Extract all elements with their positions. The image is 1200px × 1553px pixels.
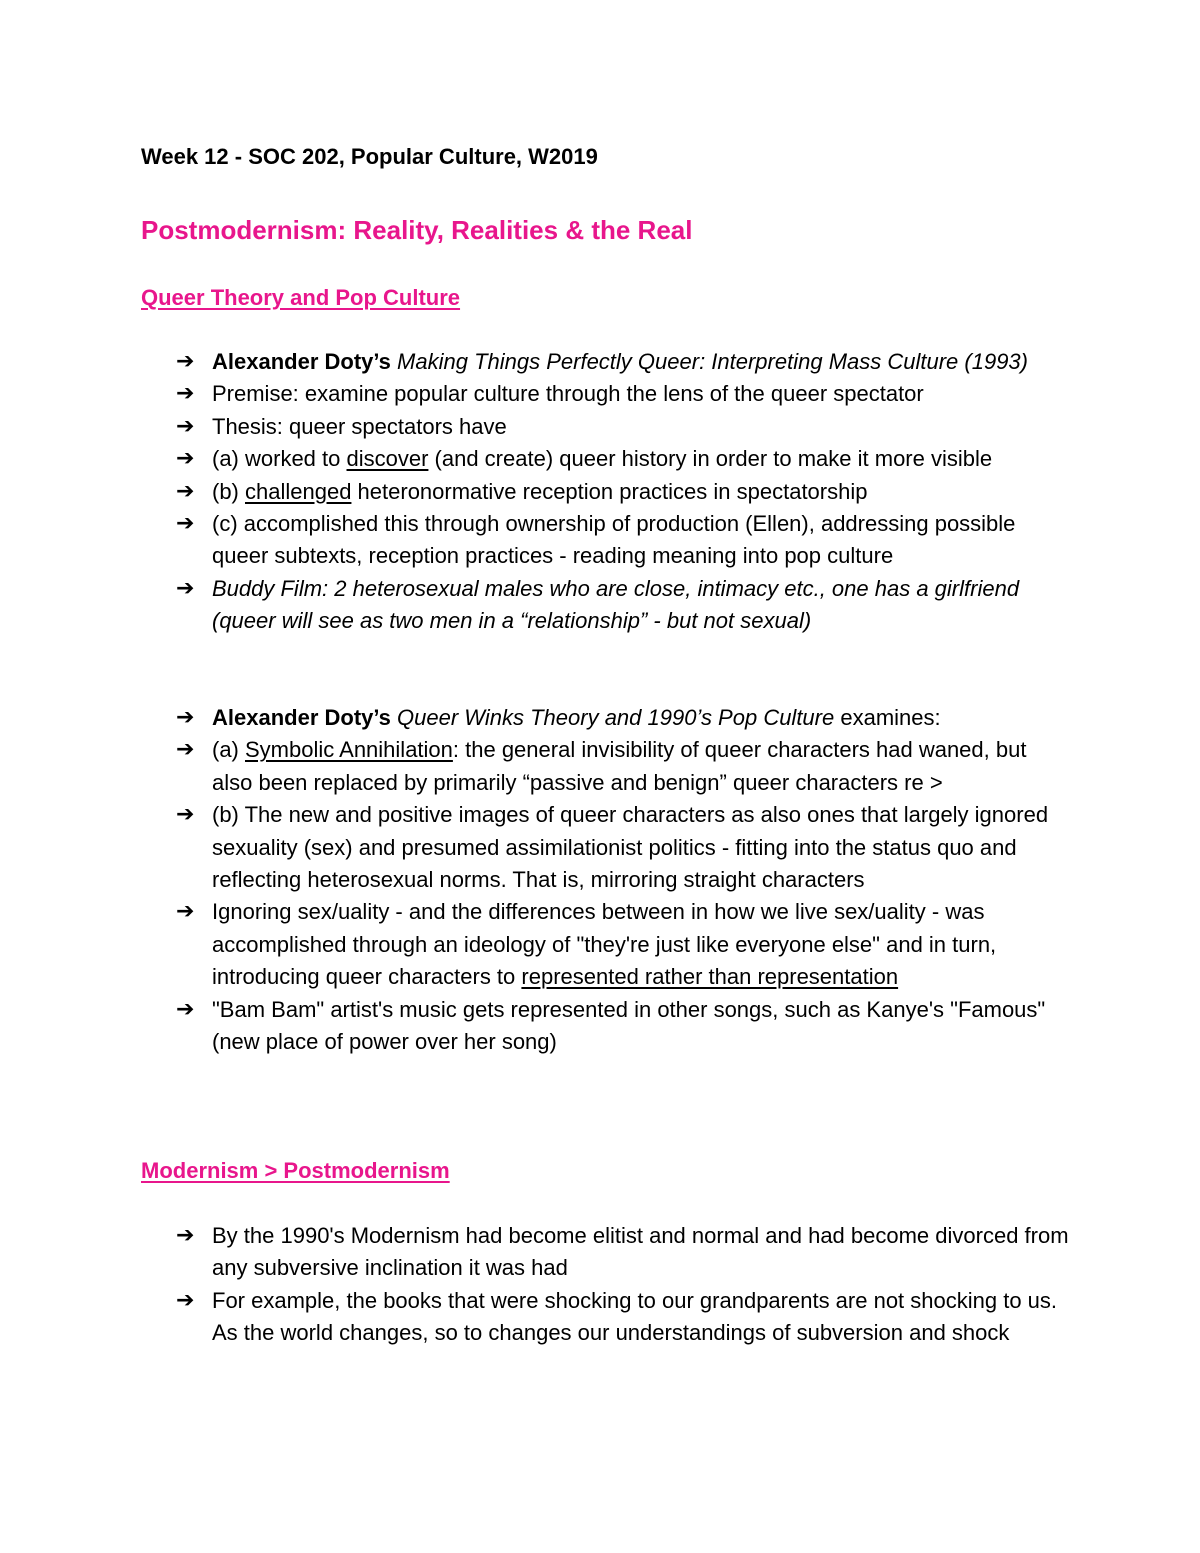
list-item-text: (c) accomplished this through ownership of production (Ellen), addressing possible queer subtexts, reception practices - reading meaning into pop culture [212,511,1016,569]
document-title: Postmodernism: Reality, Realities & the Real [141,215,693,245]
work-title: Queer Winks Theory and 1990’s Pop Culture [397,705,835,730]
bullet-list-modernism [0,1220,1200,1350]
list-item-text: heteronormative reception practices in spectatorship [351,478,868,504]
section-heading-modernism: Modernism > Postmodernism [141,1158,450,1183]
arrow-right-icon: ➔ [176,349,195,374]
arrow-right-icon: ➔ [176,413,195,439]
author-name: Alexander Doty’s [212,349,391,374]
list-item-text: : the general invisibility of queer characters had waned, but also been replaced by primarily “passive and benign” queer characters re > [212,737,1027,795]
list-item [0,734,1200,799]
list-item [0,1220,1200,1285]
arrow-right-icon: ➔ [176,575,195,601]
underlined-term: challenged [245,478,352,504]
arrow-right-icon: ➔ [176,1287,195,1313]
list-item [0,411,1200,443]
list-item-text: examines: [834,705,941,730]
list-item [0,443,1200,475]
arrow-right-icon: ➔ [176,478,195,504]
list-item [0,702,1200,734]
list-item [0,346,1200,378]
list-item-text: (and create) queer history in order to make it more visible [428,446,993,472]
list-item-text: By the 1990's Modernism had become elitist and normal and had become divorced from any subversive inclination it was had [212,1223,1069,1281]
list-item [0,573,1200,638]
arrow-right-icon: ➔ [176,446,195,472]
list-item [0,994,1200,1059]
list-item-text: (a) worked to [212,446,347,472]
list-item [0,378,1200,410]
list-item-text: (a) [212,737,245,763]
underlined-term: represented rather than representation [521,964,899,990]
list-item-text: Buddy Film: 2 heterosexual males who are close, intimacy etc., one has a girlfriend (queer will see as two men in a “relationship” - but not sexual) [212,575,1020,634]
section-heading-queer-theory: Queer Theory and Pop Culture [141,285,461,310]
list-item [0,1285,1200,1350]
arrow-right-icon: ➔ [176,802,195,828]
list-item-text: (b) [212,478,245,504]
arrow-right-icon: ➔ [176,381,195,407]
arrow-right-icon: ➔ [176,737,195,763]
arrow-right-icon: ➔ [176,705,195,730]
list-item-text: For example, the books that were shocking to our grandparents are not shocking to us. As the world changes, so to changes our understandings of subversion and shock [212,1287,1058,1346]
arrow-right-icon: ➔ [176,996,195,1022]
list-item [0,799,1200,896]
list-item-text: "Bam Bam" artist's music gets represented in other songs, such as Kanye's "Famous" (new place of power over her song) [212,996,1046,1055]
bullet-list-doty-1 [0,346,1200,638]
list-item-text: Thesis: queer spectators have [212,413,507,439]
arrow-right-icon: ➔ [176,1223,195,1248]
arrow-right-icon: ➔ [176,511,195,537]
arrow-right-icon: ➔ [176,899,195,925]
list-item [0,508,1200,573]
list-item-text: Ignoring sex/uality - and the differences between in how we live sex/uality - was accomplished through an ideology of "they're just like everyone else" and in turn, introducing queer characters to [212,899,997,990]
week-title: Week 12 - SOC 202, Popular Culture, W2019 [141,144,598,169]
underlined-term: Symbolic Annihilation [245,737,453,763]
list-item-text: Premise: examine popular culture through the lens of the queer spectator [212,381,924,407]
bullet-list-doty-2 [0,702,1200,1058]
underlined-term: discover [346,446,429,472]
list-item [0,476,1200,508]
book-title: Making Things Perfectly Queer: Interpreting Mass Culture (1993) [397,349,1028,374]
list-item-text: (b) The new and positive images of queer characters as also ones that largely ignored sexuality (sex) and presumed assimilationist politics - fitting into the status quo and reflecting heterosexual norms. That is, mirroring straight characters [212,802,1049,893]
author-name: Alexander Doty’s [212,705,391,730]
list-item [0,896,1200,993]
